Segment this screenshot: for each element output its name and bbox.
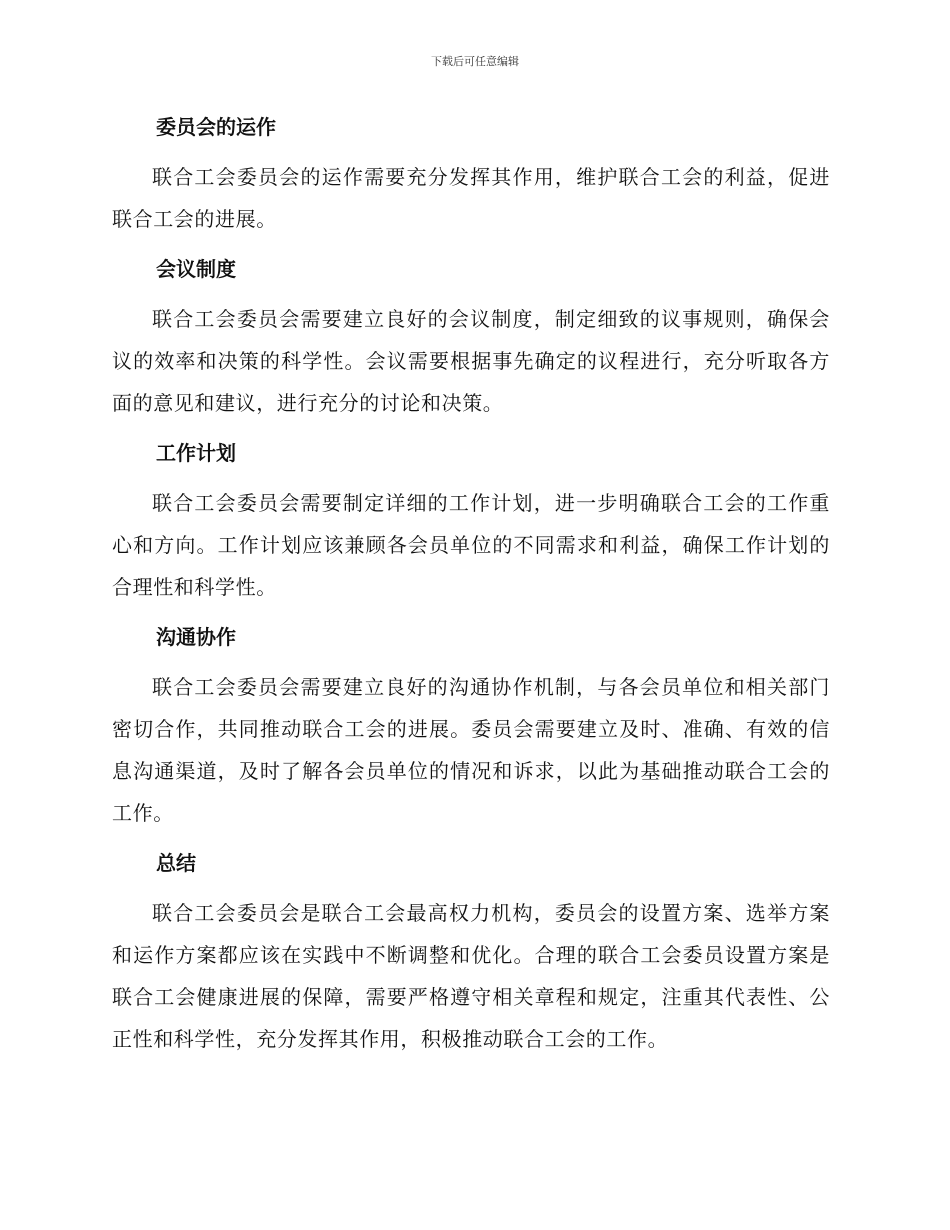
section-communication bbox=[112, 618, 830, 834]
section-summary bbox=[112, 844, 830, 1060]
document-body bbox=[112, 108, 830, 1070]
section-meeting-system bbox=[112, 250, 830, 424]
section-paragraph: 联合工会委员会需要制定详细的工作计划，进一步明确联合工会的工作重心和方向。工作计划应该兼顾各会员单位的不同需求和利益，确保工作计划的合理性和科学性。 bbox=[112, 491, 830, 599]
section-paragraph: 联合工会委员会需要建立良好的会议制度，制定细致的议事规则，确保会议的效率和决策的科学性。会议需要根据事先确定的议程进行，充分听取各方面的意见和建议，进行充分的讨论和决策。 bbox=[112, 307, 830, 415]
section-paragraph: 联合工会委员会是联合工会最高权力机构，委员会的设置方案、选举方案和运作方案都应该在实践中不断调整和优化。合理的联合工会委员设置方案是联合工会健康进展的保障，需要严格遵守相关章程和规定，注重其代表性、公正性和科学性，充分发挥其作用，积极推动联合工会的工作。 bbox=[112, 901, 830, 1051]
section-heading: 总结 bbox=[156, 851, 196, 875]
section-paragraph: 联合工会委员会需要建立良好的沟通协作机制，与各会员单位和相关部门密切合作，共同推动联合工会的进展。委员会需要建立及时、准确、有效的信息沟通渠道，及时了解各会员单位的情况和诉求，以此为基础推动联合工会的工作。 bbox=[112, 675, 830, 825]
section-heading: 会议制度 bbox=[156, 257, 236, 281]
section-paragraph: 联合工会委员会的运作需要充分发挥其作用，维护联合工会的利益，促进联合工会的进展。 bbox=[112, 165, 830, 231]
section-heading: 工作计划 bbox=[156, 441, 236, 465]
section-work-plan bbox=[112, 434, 830, 608]
section-heading: 委员会的运作 bbox=[156, 115, 276, 139]
page-header: 下载后可任意编辑 bbox=[431, 55, 519, 68]
section-heading: 沟通协作 bbox=[156, 625, 236, 649]
section-operation bbox=[112, 108, 830, 240]
